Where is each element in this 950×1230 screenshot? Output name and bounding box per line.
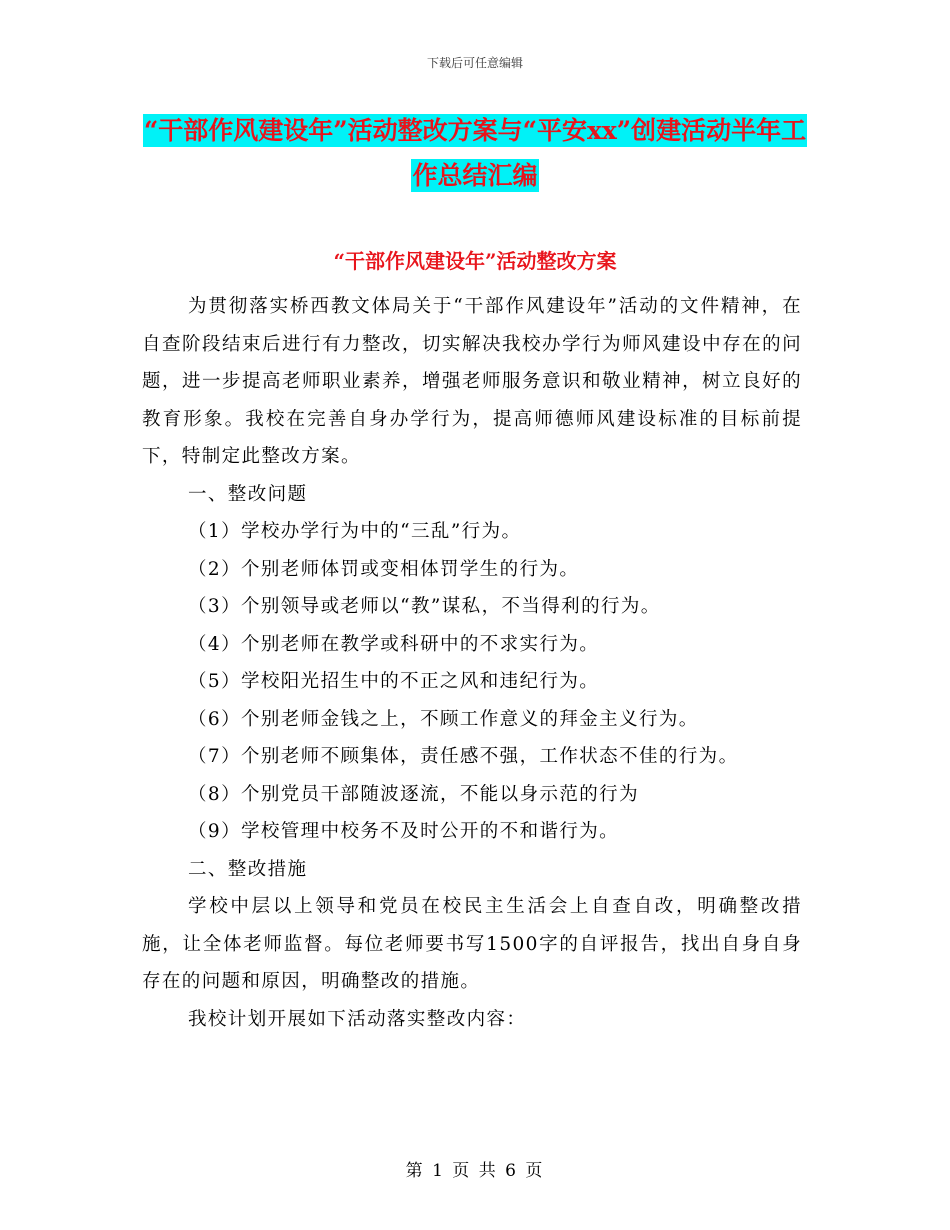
- page-header-note: 下载后可任意编辑: [426, 56, 523, 70]
- issue-item: （1）学校办学行为中的“三乱”行为。: [188, 521, 522, 542]
- measures-paragraph: 学校中层以上领导和党员在校民主生活会上自查自改，明确整改措施，让全体老师监督。每位老师要书写1500字的自评报告，找出自身自身存在的问题和原因，明确整改的措施。: [142, 896, 802, 992]
- document-body: [142, 288, 802, 1038]
- main-title-highlight: “干部作风建设年”活动整改方案与“平安xx”创建活动半年工作总结汇编: [143, 116, 807, 190]
- page-footer-number: 第 1 页 共 6 页: [405, 1161, 545, 1181]
- section-title: “干部作风建设年”活动整改方案: [333, 249, 617, 273]
- plan-paragraph: 我校计划开展如下活动落实整改内容：: [188, 1008, 527, 1030]
- issue-item: （2）个别老师体罚或变相体罚学生的行为。: [188, 558, 580, 580]
- issue-item: （5）学校阳光招生中的不正之风和违纪行为。: [188, 671, 600, 692]
- intro-paragraph: 为贯彻落实桥西教文体局关于“干部作风建设年”活动的文件精神，在自查阶段结束后进行有力整改，切实解决我校办学行为师风建设中存在的问题，进一步提高老师职业素养，增强老师服务意识和敬业精神，树立良好的教育形象。我校在完善自身办学行为，提高师德师风建设标准的目标前提下，特制定此整改方案。: [142, 296, 802, 467]
- document-main-title: [140, 108, 810, 198]
- issue-item: （3）个别领导或老师以“教”谋私，不当得利的行为。: [188, 596, 661, 617]
- issue-item: （6）个别老师金钱之上，不顾工作意义的拜金主义行为。: [188, 708, 699, 730]
- heading-rectification-issues: 一、整改问题: [188, 483, 308, 505]
- issue-item: （8）个别党员干部随波逐流，不能以身示范的行为: [188, 783, 639, 805]
- issue-item: （9）学校管理中校务不及时公开的不和谐行为。: [188, 821, 620, 842]
- issue-item: （7）个别老师不顾集体，责任感不强，工作状态不佳的行为。: [188, 746, 739, 767]
- issue-item: （4）个别老师在教学或科研中的不求实行为。: [188, 633, 600, 655]
- issue-list: [142, 513, 802, 851]
- heading-rectification-measures: 二、整改措施: [188, 858, 308, 880]
